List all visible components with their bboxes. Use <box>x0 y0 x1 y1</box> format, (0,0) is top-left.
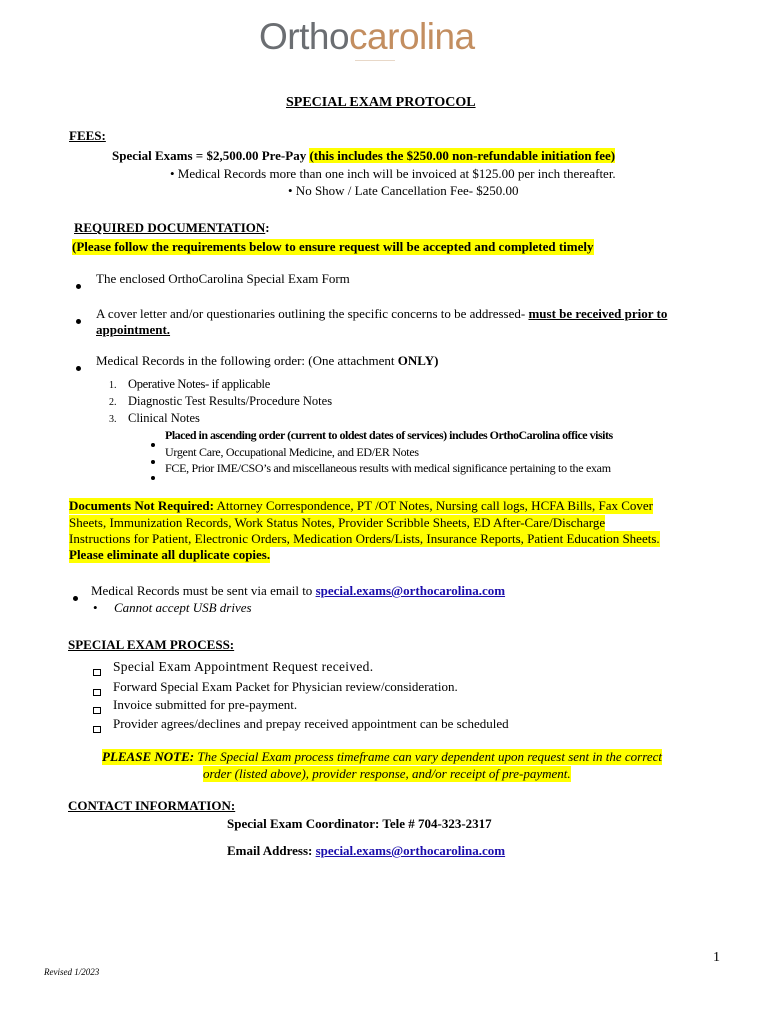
logo-underline <box>355 60 395 61</box>
page-number: 1 <box>713 950 720 965</box>
required-item-2 <box>96 306 667 322</box>
required-heading-text: REQUIRED DOCUMENTATION <box>74 220 266 235</box>
contact-email-link[interactable]: special.exams@orthocarolina.com <box>315 843 506 858</box>
required-heading-colon: : <box>265 220 270 235</box>
please-note-line-1 <box>102 749 662 765</box>
checkbox-icon <box>93 721 101 737</box>
not-required-line-3: Instructions for Patient, Electronic Orders, Medication Orders/Lists, Insurance Reports, Patient Education Sheets. <box>69 531 660 546</box>
fees-line-2: • Medical Records more than one inch will be invoiced at $125.00 per inch thereafter. <box>170 166 616 181</box>
required-item-1: The enclosed OrthoCarolina Special Exam Form <box>96 271 350 286</box>
bullet-dot <box>76 359 81 375</box>
bullet-dot <box>76 277 81 293</box>
required-item-3-text: Medical Records in the following order: (One attachment <box>96 353 398 368</box>
required-item-2-emphasis-cont: appointment. <box>96 322 171 337</box>
please-note-line-2: order (listed above), provider response, and/or receipt of pre-payment. <box>203 766 571 781</box>
not-required-line-1 <box>69 498 653 514</box>
required-item-2-text: A cover letter and/or questionaries outlining the specific concerns to be addressed- <box>96 306 529 321</box>
not-required-line-2: Sheets, Immunization Records, Work Status Notes, Provider Scribble Sheets, ED After-Care/Discharge <box>69 515 606 530</box>
logo-part-carolina: carolina <box>349 16 475 57</box>
not-required-line-4: Please eliminate all duplicate copies. <box>69 547 271 562</box>
order-item-2: Diagnostic Test Results/Procedure Notes <box>128 394 333 408</box>
orthocarolina-logo <box>259 16 475 60</box>
required-item-2-emphasis: must be received prior to <box>528 306 668 321</box>
bullet-dot <box>73 589 78 605</box>
order-num-1: 1. <box>109 380 117 391</box>
order-item-1: Operative Notes- if applicable <box>128 377 270 391</box>
process-heading: SPECIAL EXAM PROCESS: <box>68 637 235 652</box>
checkbox-icon <box>93 684 101 700</box>
checkbox-icon <box>93 702 101 718</box>
required-note: (Please follow the requirements below to ensure request will be accepted and completed timely <box>72 239 594 254</box>
contact-email <box>227 843 505 859</box>
not-required-label: Documents Not Required: <box>69 498 214 513</box>
bullet-dot <box>151 435 155 451</box>
bullet-dot <box>76 312 81 328</box>
not-required-text-1: Attorney Correspondence, PT /OT Notes, Nursing call logs, HCFA Bills, Fax Cover <box>213 498 654 513</box>
fees-line-1 <box>112 148 615 164</box>
order-num-3: 3. <box>109 414 117 425</box>
process-step-3: Invoice submitted for pre-payment. <box>113 697 298 712</box>
checkbox-icon <box>93 664 101 680</box>
logo-part-ortho: Ortho <box>259 16 350 57</box>
email-instruction <box>91 583 505 599</box>
process-step-4: Provider agrees/declines and prepay received appointment can be scheduled <box>113 716 509 731</box>
clinical-sub-1: Placed in ascending order (current to oldest dates of services) includes OrthoCarolina office visits <box>165 428 613 442</box>
clinical-sub-2: Urgent Care, Occupational Medicine, and ED/ER Notes <box>165 445 419 459</box>
page-title: SPECIAL EXAM PROTOCOL <box>286 95 476 110</box>
please-note-text-1: The Special Exam process timeframe can vary dependent upon request sent in the correct <box>194 749 662 764</box>
fees-heading: FEES: <box>69 128 106 143</box>
fees-line-1-text: Special Exams = $2,500.00 Pre-Pay <box>112 148 310 163</box>
process-step-1: Special Exam Appointment Request received. <box>113 659 374 674</box>
fees-line-1-highlight: (this includes the $250.00 non-refundable initiation fee) <box>309 148 616 163</box>
process-step-2: Forward Special Exam Packet for Physician review/consideration. <box>113 679 458 694</box>
sub-bullet: • <box>93 600 98 615</box>
email-instruction-text: Medical Records must be sent via email to <box>91 583 316 598</box>
please-note-label: PLEASE NOTE: <box>102 749 195 764</box>
fees-line-3: • No Show / Late Cancellation Fee- $250.00 <box>288 183 519 198</box>
bullet-dot <box>151 452 155 468</box>
bullet-dot <box>151 468 155 484</box>
required-heading <box>74 220 270 236</box>
email-link[interactable]: special.exams@orthocarolina.com <box>315 583 506 598</box>
contact-heading: CONTACT INFORMATION: <box>68 798 236 813</box>
contact-email-label: Email Address: <box>227 843 316 858</box>
order-item-3: Clinical Notes <box>128 411 200 425</box>
contact-coordinator: Special Exam Coordinator: Tele # 704-323-2317 <box>227 816 492 831</box>
order-num-2: 2. <box>109 397 117 408</box>
email-sub-note: Cannot accept USB drives <box>114 600 252 615</box>
required-item-3 <box>96 353 439 369</box>
clinical-sub-3: FCE, Prior IME/CSO’s and miscellaneous results with medical significance pertaining to the exam <box>165 461 611 475</box>
revised-date: Revised 1/2023 <box>44 967 100 977</box>
required-item-3-emphasis: ONLY) <box>397 353 439 368</box>
